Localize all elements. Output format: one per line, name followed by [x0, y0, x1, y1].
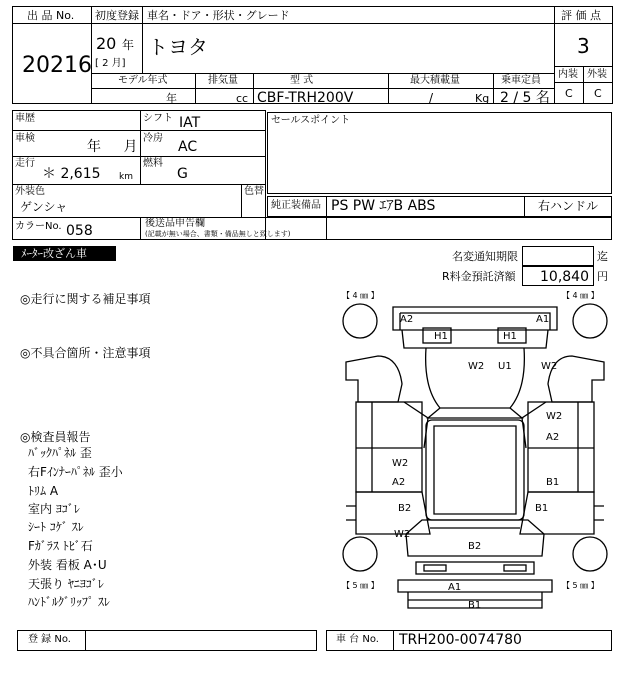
mileage-label: 走行 — [15, 158, 35, 169]
recycle-label: R料金預託済額 — [442, 270, 516, 283]
driving-notes-title: ◎走行に関する補足事項 — [20, 292, 151, 306]
hood — [426, 348, 525, 408]
cc-unit: cc — [236, 92, 249, 105]
mark-right-door-w2: W2 — [546, 411, 563, 422]
mark-rear-bumper-a1: A1 — [448, 582, 462, 593]
aircon-value: AC — [178, 139, 198, 155]
mark-front-bumper-a2: A2 — [400, 314, 414, 325]
name-change-unit: 迄 — [597, 250, 608, 263]
chassis-number-value: TRH200-0074780 — [399, 632, 522, 648]
mark-right-rear-b1: B1 — [546, 477, 560, 488]
defects-title: ◎不具合箇所・注意事項 — [20, 346, 151, 360]
max-load-value: / — [429, 91, 434, 105]
kg-unit: Kg — [475, 92, 490, 105]
rear-quarter-right — [520, 492, 594, 534]
mark-left-door-a2: A2 — [392, 477, 406, 488]
rear-bumper — [398, 580, 552, 592]
mark-left-door-w2: W2 — [392, 458, 409, 469]
name-change-label: 名変通知期限 — [452, 250, 518, 263]
mark-right-quarter-b1: B1 — [535, 503, 549, 514]
color-number-value: 058 — [66, 223, 93, 239]
front-bumper — [393, 307, 557, 330]
windshield — [428, 408, 522, 418]
inspector-line: ﾊﾝﾄﾞﾙｸﾞﾘｯﾌﾟ ｽﾚ — [28, 595, 110, 609]
inspector-line: 外装 看板 A･U — [28, 558, 107, 572]
steering-value: 右ハンドル — [538, 199, 599, 213]
chassis-number-label: 車 台 No. — [336, 634, 379, 645]
interior-label: 内装 — [558, 69, 578, 80]
post-declare-note: (記載が無い場合、書類・備品無しと致します) — [145, 230, 291, 238]
exterior-label: 外装 — [587, 69, 607, 80]
tire-depth-rear-left: 【 5 ㎜ 】 — [342, 581, 379, 590]
tire-front-right — [573, 304, 607, 338]
vehicle-name-label: 車名・ドア・形状・グレード — [147, 9, 290, 22]
first-registration-year: 20 — [96, 34, 117, 53]
lot-number-label: 出 品 No. — [27, 9, 75, 22]
fuel-value: G — [177, 166, 188, 182]
mark-rear-bumper-b1: B1 — [468, 600, 482, 611]
capacity-value: 2 / 5 名 — [500, 90, 550, 106]
sales-point-label: セールスポイント — [271, 115, 351, 126]
capacity-label: 乗車定員 — [501, 75, 541, 86]
tire-depth-front-right: 【 4 ㎜ 】 — [562, 291, 599, 300]
type-label: 型 式 — [290, 75, 314, 86]
tamper-badge — [13, 246, 116, 261]
color-value: ゲンシャ — [20, 200, 68, 214]
roof — [426, 420, 524, 520]
exterior-grade: C — [594, 87, 602, 100]
rear-quarter-left — [356, 492, 430, 534]
score-label: 評 価 点 — [561, 9, 601, 22]
first-registration-month: [ 2 月] — [95, 58, 126, 69]
recycle-unit: 円 — [597, 270, 608, 283]
shift-label: シフト — [143, 113, 173, 124]
mark-front-right-w2: W2 — [541, 361, 558, 372]
tamper-badge-text: ﾒｰﾀｰ改ざん車 — [21, 247, 87, 260]
history-label: 車歴 — [15, 113, 35, 124]
max-load-label: 最大積載量 — [410, 75, 460, 86]
tire-rear-right — [573, 537, 607, 571]
km-unit: km — [119, 172, 133, 182]
inspector-line: ｼｰﾄ ｺｹﾞ ｽﾚ — [28, 520, 84, 534]
mileage-value: ＊ 2,615 — [42, 166, 101, 182]
first-registration-label: 初度登録 — [95, 9, 139, 22]
mark-u1: U1 — [498, 361, 512, 372]
mark-left-rear-b2: B2 — [398, 503, 412, 514]
post-declare-label: 後送品申告欄 — [145, 218, 205, 229]
color-change-label: 色替 — [244, 186, 264, 197]
lot-number: 20216 — [22, 53, 92, 78]
recycle-box — [522, 266, 594, 286]
color-label: 外装色 — [15, 186, 45, 197]
color-number-label: カラーNo. — [15, 221, 62, 232]
mark-front-bumper-a1: A1 — [536, 314, 550, 325]
score-value: 3 — [577, 34, 590, 58]
inspection-label: 車検 — [15, 133, 35, 144]
mark-headlight-right-h1: H1 — [503, 331, 517, 342]
aircon-label: 冷房 — [143, 133, 163, 144]
recycle-value: 10,840 — [540, 269, 589, 285]
fuel-label: 燃料 — [143, 158, 163, 169]
tire-rear-left — [343, 537, 377, 571]
type-value: CBF-TRH200V — [257, 90, 354, 106]
year-unit: 年 — [122, 38, 135, 52]
inspector-line: ﾊﾞｯｸﾊﾟﾈﾙ 歪 — [28, 446, 92, 460]
mark-headlight-left-h1: H1 — [434, 331, 448, 342]
tire-depth-front-left: 【 4 ㎜ 】 — [342, 291, 379, 300]
mark-windshield-w2: W2 — [468, 361, 485, 372]
tire-depth-rear-right: 【 5 ㎜ 】 — [562, 581, 599, 590]
model-year-label: モデル年式 — [118, 75, 168, 86]
registration-number-label: 登 録 No. — [28, 634, 71, 645]
vehicle-name: トヨタ — [148, 35, 208, 59]
mark-back-door-b2: B2 — [468, 541, 482, 552]
equipment-value: PS PW ｴｱB ABS — [331, 198, 436, 214]
rear-panel — [416, 562, 534, 574]
front-fender-left — [346, 356, 402, 402]
mark-left-quarter-w2: W2 — [394, 529, 411, 540]
inspector-line: 天張り ﾔﾆﾖｺﾞﾚ — [28, 577, 104, 591]
equipment-label: 純正装備品 — [271, 200, 321, 211]
interior-grade: C — [565, 87, 573, 100]
model-year-unit: 年 — [166, 92, 177, 105]
inspector-line: ﾄﾘﾑ A — [28, 484, 59, 498]
tire-front-left — [343, 304, 377, 338]
mark-right-door-a2: A2 — [546, 432, 560, 443]
inspector-report-title: ◎検査員報告 — [20, 430, 91, 444]
displacement-label: 排気量 — [208, 75, 238, 86]
inspector-line: 室内 ﾖｺﾞﾚ — [28, 502, 80, 516]
inspector-line: Fｶﾞﾗｽ ﾄﾋﾞ石 — [28, 539, 93, 553]
car-damage-diagram — [338, 288, 612, 618]
name-change-box — [522, 246, 594, 266]
inspector-line: 右Fｲﾝﾅｰﾊﾟﾈﾙ 歪小 — [28, 465, 123, 479]
left-doors — [356, 402, 422, 492]
shift-value: IAT — [179, 115, 201, 131]
inspection-value: 年 月 — [87, 139, 138, 155]
